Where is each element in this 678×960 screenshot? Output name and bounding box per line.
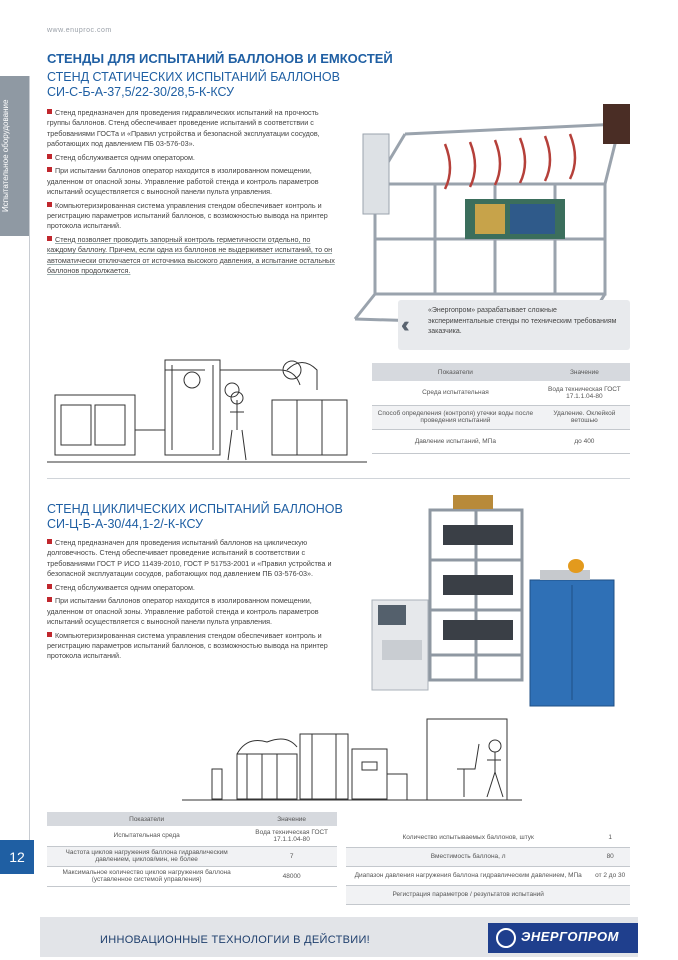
table-row xyxy=(372,381,630,405)
footer-slogan: ИННОВАЦИОННЫЕ ТЕХНОЛОГИИ В ДЕЙСТВИИ! xyxy=(100,934,371,946)
bullet-marker-icon xyxy=(47,167,52,172)
table-row xyxy=(47,866,337,886)
section-divider xyxy=(47,478,630,479)
table-cell: Частота циклов нагружения баллона гидравлическим давлением, циклов/мин, не более xyxy=(47,846,246,866)
table-row xyxy=(372,429,630,453)
stand1-photo xyxy=(345,104,630,329)
table-header-cell: Показатели xyxy=(47,812,246,826)
bullet-marker-icon xyxy=(47,597,52,602)
page-number: 12 xyxy=(0,840,34,874)
list-item: При испытании баллонов оператор находится в изолированном помещении, удаленном от опасной зоны. Управление работой стенда и контроль параметров испытаний осуществляется с выносной панели пульта управления. xyxy=(47,166,319,197)
table-cell: Удаление. Оклейкой ветошью xyxy=(539,405,630,429)
double-chevron-left-icon: ‹‹ xyxy=(401,312,404,337)
table-cell: 7 xyxy=(246,846,337,866)
table-cell: 80 xyxy=(590,847,630,866)
site-url[interactable]: www.enuproc.com xyxy=(47,27,112,34)
table-cell: 48000 xyxy=(246,866,337,886)
table-header-cell: Показатели xyxy=(372,363,539,381)
stand1-title-line2: СИ-С-Б-А-37,5/22-30/28,5-К-КСУ xyxy=(47,85,235,99)
bullet-marker-icon xyxy=(47,236,52,241)
table-row xyxy=(346,885,630,904)
table-header-cell: Значение xyxy=(539,363,630,381)
logo-text: ЭНЕРГОПРОМ xyxy=(521,929,619,944)
section-tab-label: Испытательное оборудование xyxy=(1,99,10,213)
note-text: «Энергопром» разрабатывает сложные экспериментальные стенды по техническим требованиям заказчика. xyxy=(428,307,617,335)
stand2-description xyxy=(47,538,347,665)
table-row xyxy=(372,405,630,429)
table-header-row xyxy=(372,363,630,381)
bullet-marker-icon xyxy=(47,109,52,114)
table-header-row xyxy=(47,812,337,826)
page-title: СТЕНДЫ ДЛЯ ИСПЫТАНИЙ БАЛЛОНОВ И ЕМКОСТЕЙ xyxy=(47,51,393,66)
table-cell: Диапазон давления нагружения баллона гидравлическим давлением, МПа xyxy=(346,866,590,885)
bullet-marker-icon xyxy=(47,154,52,159)
table-cell: Регистрация параметров / результатов испытаний xyxy=(346,885,590,904)
table-cell: 1 xyxy=(590,828,630,847)
table-row xyxy=(346,828,630,847)
table-row xyxy=(47,826,337,846)
stand1-specs-table xyxy=(372,363,630,454)
stand2-schematic xyxy=(182,714,522,806)
list-item: При испытании баллонов оператор находится в изолированном помещении, удаленном от опасной зоны. Управление работой стенда и контроль параметров испытаний осуществляется с выносной панели пульта управления. xyxy=(47,596,319,627)
list-item: Стенд позволяет проводить запорный контроль герметичности отдельно, по каждому баллону. Причем, если одна из баллонов не выдерживает испытаний, то он автоматически отключается от источника высокого давления, а испытание остальных баллонов продолжается. xyxy=(47,234,335,276)
stand2-specs-table-right xyxy=(346,828,630,905)
table-cell: Вода техническая ГОСТ 17.1.1.04-80 xyxy=(246,826,337,846)
bullet-marker-icon xyxy=(47,584,52,589)
table-row xyxy=(346,866,630,885)
table-cell xyxy=(590,885,630,904)
table-header-cell: Значение xyxy=(246,812,337,826)
list-item: Компьютеризированная система управления стендом обеспечивает контроль и регистрацию параметров испытаний баллонов, с возможностью вывода на принтер протокола испытаний. xyxy=(47,630,328,661)
table-cell: Количество испытываемых баллонов, штук xyxy=(346,828,590,847)
list-item: Стенд обслуживается одним оператором. xyxy=(47,583,347,593)
list-item: Компьютеризированная система управления стендом обеспечивает контроль и регистрацию параметров испытаний баллонов, с возможностью вывода на принтер протокола испытаний. xyxy=(47,200,328,231)
logo-emblem-icon xyxy=(496,928,516,948)
table-cell: Максимальное количество циклов нагружения баллона (уставленное системой управления) xyxy=(47,866,246,886)
bullet-marker-icon xyxy=(47,539,52,544)
table-cell: Вода техническая ГОСТ 17.1.1.04-80 xyxy=(539,381,630,405)
stand2-title-line2: СИ-Ц-Б-А-30/44,1-2/-К-КСУ xyxy=(47,517,204,531)
stand1-description xyxy=(47,108,337,280)
side-divider xyxy=(29,76,30,846)
stand2-title xyxy=(47,502,407,532)
table-cell: Способ определения (контроля) утечки воды после проведения испытаний xyxy=(372,405,539,429)
stand2-title-line1: СТЕНД ЦИКЛИЧЕСКИХ ИСПЫТАНИЙ БАЛЛОНОВ xyxy=(47,502,343,516)
list-item: Стенд предназначен для проведения гидравлических испытаний на прочность группы баллонов. Стенд обеспечивает проведение испытаний в соответствии с требованиями ГОСТа и «Правил устройства и безопасной эксплуатации сосудов, работающих под давлением ПБ 03-576-03». xyxy=(47,108,320,149)
table-row xyxy=(346,847,630,866)
bullet-marker-icon xyxy=(47,202,52,207)
bullet-marker-icon xyxy=(47,632,52,637)
table-cell: до 400 xyxy=(539,429,630,453)
stand2-specs-table-left xyxy=(47,812,337,887)
table-cell: Вместимость баллона, л xyxy=(346,847,590,866)
stand2-photo xyxy=(368,490,630,712)
list-item: Стенд обслуживается одним оператором. xyxy=(47,153,337,163)
stand1-title xyxy=(47,70,347,100)
table-cell: Давление испытаний, МПа xyxy=(372,429,539,453)
stand1-title-line1: СТЕНД СТАТИЧЕСКИХ ИСПЫТАНИЙ БАЛЛОНОВ xyxy=(47,70,340,84)
stand1-schematic xyxy=(47,350,367,470)
table-cell: от 2 до 30 xyxy=(590,866,630,885)
table-cell: Среда испытательная xyxy=(372,381,539,405)
table-row xyxy=(47,846,337,866)
list-item: Стенд предназначен для проведения испытаний баллонов на циклическую долговечность. Стенд обеспечивает проведение испытаний в соответствии с требованиями ГОСТ Р ИСО 11439-2010, ГОСТ Р 51753-2001 и «Правил устройства и безопасной эксплуатации сосудов, работающих под давлением ПБ 03-576-03». xyxy=(47,538,332,579)
table-cell: Испытательная среда xyxy=(47,826,246,846)
